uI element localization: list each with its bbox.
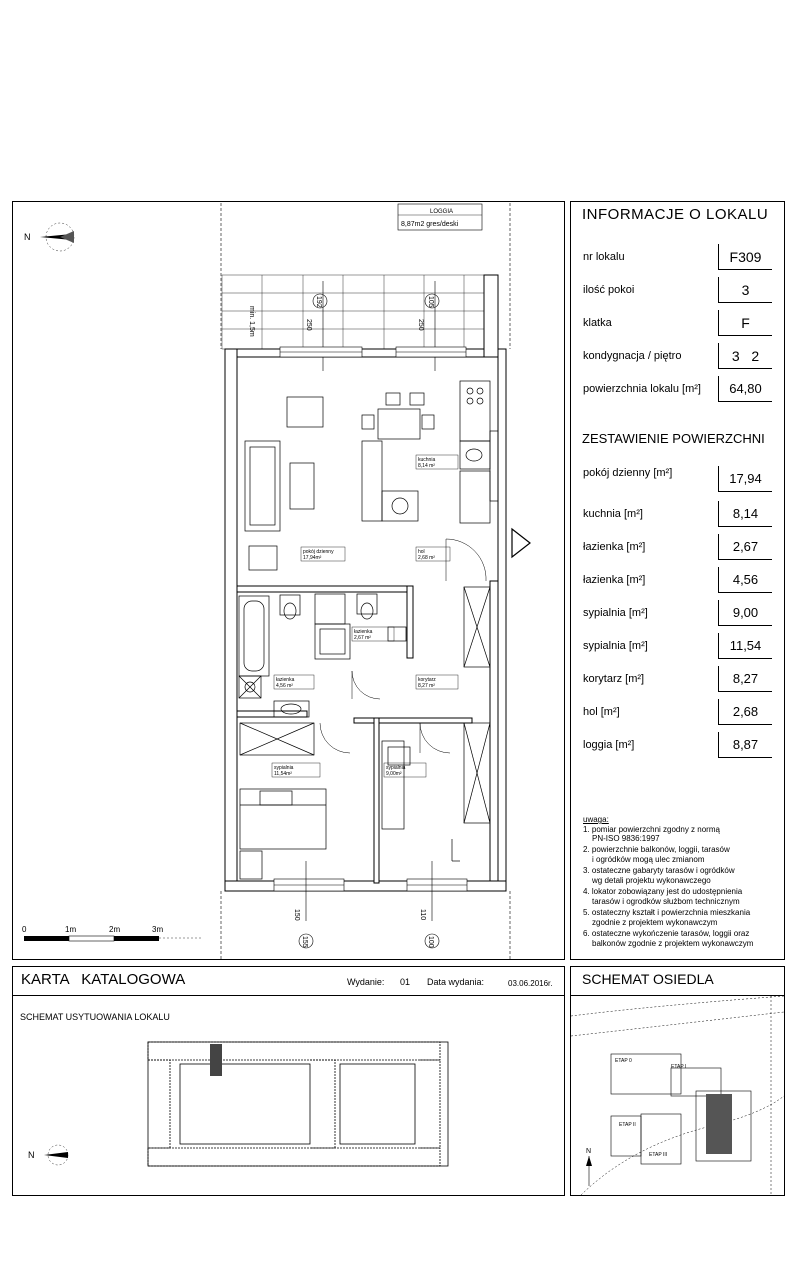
date-label: Data wydania: <box>427 977 485 987</box>
north-arrow-icon <box>24 223 74 251</box>
area-label-bath2: łazienka [m²] <box>583 574 646 586</box>
svg-text:8,14 m²: 8,14 m² <box>418 463 435 469</box>
svg-text:4,56 m²: 4,56 m² <box>276 683 293 689</box>
svg-text:17,94m²: 17,94m² <box>303 555 322 561</box>
svg-text:pokój dzienny: pokój dzienny <box>303 549 334 555</box>
info-label-rooms: ilość pokoi <box>583 284 635 296</box>
loggia-label: LOGGIA <box>430 209 454 215</box>
svg-text:N: N <box>28 1150 35 1160</box>
floor-plan <box>12 201 565 960</box>
area-label-kitchen: kuchnia [m²] <box>583 508 643 520</box>
notes-heading: uwaga: <box>583 815 609 824</box>
area-label-loggia: loggia [m²] <box>583 739 635 751</box>
area-value-bath1: 2,67 <box>718 534 772 560</box>
footer-title: KARTA KATALOGOWA <box>21 971 186 988</box>
room-label-bath2 <box>274 675 314 689</box>
svg-text:250: 250 <box>305 319 312 331</box>
svg-text:łazienka: łazienka <box>354 629 373 635</box>
note-line: 5. ostateczny kształt i powierzchnia mieszkania <box>583 908 751 917</box>
svg-text:155: 155 <box>301 936 308 948</box>
svg-text:hol: hol <box>418 549 425 555</box>
note-line: PN-ISO 9836:1997 <box>592 834 660 843</box>
note-line: 3. ostateczne gabaryty tarasów i ogródków <box>583 866 735 875</box>
bottom-dashed-edges <box>221 891 510 960</box>
svg-text:3m: 3m <box>152 925 164 934</box>
estate-schematic <box>571 996 784 1195</box>
note-line: zgodnie z projektem wykonawczym <box>592 918 718 927</box>
note-line: i ogródków mogą ulec zmianom <box>592 855 705 864</box>
building-schematic <box>140 1030 460 1170</box>
loggia-min-label: min. 1,5m <box>248 306 255 337</box>
area-label-bed2: sypialnia [m²] <box>583 640 648 652</box>
info-label-nr: nr lokalu <box>583 251 625 263</box>
wardrobes <box>240 587 490 823</box>
svg-text:N: N <box>24 232 31 242</box>
area-label-bed1: sypialnia [m²] <box>583 607 648 619</box>
area-value-corridor: 8,27 <box>718 666 772 692</box>
date-value: 03.06.2016r. <box>508 979 553 988</box>
note-line: 1. pomiar powierzchni zgodny z normą <box>583 825 720 834</box>
svg-text:ETAP II: ETAP II <box>619 1122 636 1128</box>
estate-title: SCHEMAT OSIEDLA <box>582 971 714 987</box>
info-label-area: powierzchnia lokalu [m²] <box>583 383 701 395</box>
svg-text:1m: 1m <box>65 925 77 934</box>
svg-text:ETAP I: ETAP I <box>671 1064 687 1070</box>
svg-text:100: 100 <box>427 936 434 948</box>
svg-text:2,68 m²: 2,68 m² <box>418 555 435 561</box>
note-line: 6. ostateczne wykończenie tarasów, loggii oraz <box>583 929 750 938</box>
area-value-kitchen: 8,14 <box>718 501 772 527</box>
window-bottom-2 <box>419 861 439 948</box>
room-label-hall <box>416 547 450 561</box>
area-label-corridor: korytarz [m²] <box>583 673 645 685</box>
svg-text:2,67 m²: 2,67 m² <box>354 635 371 641</box>
window-bottom-1 <box>293 861 313 948</box>
area-value-bed1: 9,00 <box>718 600 772 626</box>
area-label-living: pokój dzienny [m²] <box>583 467 673 479</box>
room-label-bed1 <box>272 763 320 777</box>
room-label-living <box>301 547 345 561</box>
edition-value: 01 <box>400 977 411 987</box>
svg-text:korytarz: korytarz <box>418 677 436 683</box>
highlighted-unit <box>210 1044 222 1076</box>
svg-text:192: 192 <box>315 296 322 308</box>
info-value-area: 64,80 <box>718 376 772 402</box>
svg-text:150: 150 <box>293 909 300 921</box>
info-value-nr: F309 <box>718 244 772 270</box>
room-label-corridor <box>416 675 458 689</box>
window-openings <box>274 347 467 891</box>
svg-text:N: N <box>586 1148 592 1155</box>
note-line: 2. powierzchnie balkonów, loggii, tarasów <box>583 845 730 854</box>
svg-text:105: 105 <box>427 296 434 308</box>
north-arrow-small-icon <box>22 1140 82 1170</box>
svg-text:11,54m²: 11,54m² <box>274 771 292 777</box>
info-title: INFORMACJE O LOKALU <box>582 206 769 223</box>
info-value-rooms: 3 <box>718 277 772 303</box>
note-line: balkonów zgodnie z projektem wykonawczym <box>592 939 754 948</box>
svg-text:kuchnia: kuchnia <box>418 457 436 463</box>
svg-text:sypialnia: sypialnia <box>274 765 294 771</box>
usage-title: SCHEMAT USYTUOWANIA LOKALU <box>20 1012 170 1022</box>
area-value-hall: 2,68 <box>718 699 772 725</box>
note-line: wg detali projektu wykonawczego <box>592 876 711 885</box>
svg-text:ETAP 0: ETAP 0 <box>615 1058 632 1064</box>
scale-bar <box>22 925 202 941</box>
svg-text:8,27 m²: 8,27 m² <box>418 683 435 689</box>
svg-text:250: 250 <box>417 319 424 331</box>
areas-title: ZESTAWIENIE POWIERZCHNI <box>582 431 765 446</box>
living-furniture <box>245 381 498 570</box>
area-label-bath1: łazienka [m²] <box>583 541 646 553</box>
edition-label: Wydanie: <box>347 977 385 987</box>
info-label-floor: kondygnacja / piętro <box>583 350 682 362</box>
svg-text:sypialnia: sypialnia <box>386 765 406 771</box>
entrance-marker <box>512 529 530 557</box>
footer-divider <box>12 995 565 996</box>
info-value-floor: 3 2 <box>718 343 772 369</box>
svg-text:łazienka: łazienka <box>276 677 295 683</box>
area-value-bed2: 11,54 <box>718 633 772 659</box>
svg-text:9,00m²: 9,00m² <box>386 771 402 777</box>
note-line: tarasów i ogrodków służbom technicznym <box>592 897 740 906</box>
room-label-kitchen <box>416 455 458 469</box>
bathroom-fixtures <box>239 594 406 717</box>
note-line: 4. lokator zobowiązany jest do udostępnienia <box>583 887 743 896</box>
area-value-loggia: 8,87 <box>718 732 772 758</box>
area-value-bath2: 4,56 <box>718 567 772 593</box>
info-label-stair: klatka <box>583 317 612 329</box>
area-value-living: 17,94 <box>718 466 772 492</box>
loggia-area: 8,87m2 gres/deski <box>401 221 459 228</box>
svg-text:110: 110 <box>419 909 426 921</box>
info-value-stair: F <box>718 310 772 336</box>
svg-text:ETAP III: ETAP III <box>649 1152 668 1158</box>
area-label-hall: hol [m²] <box>583 706 620 718</box>
loggia-floor <box>222 275 484 349</box>
svg-text:0: 0 <box>22 925 27 934</box>
estate-highlight <box>706 1094 732 1154</box>
svg-text:2m: 2m <box>109 925 121 934</box>
bedroom-furniture <box>240 741 460 879</box>
